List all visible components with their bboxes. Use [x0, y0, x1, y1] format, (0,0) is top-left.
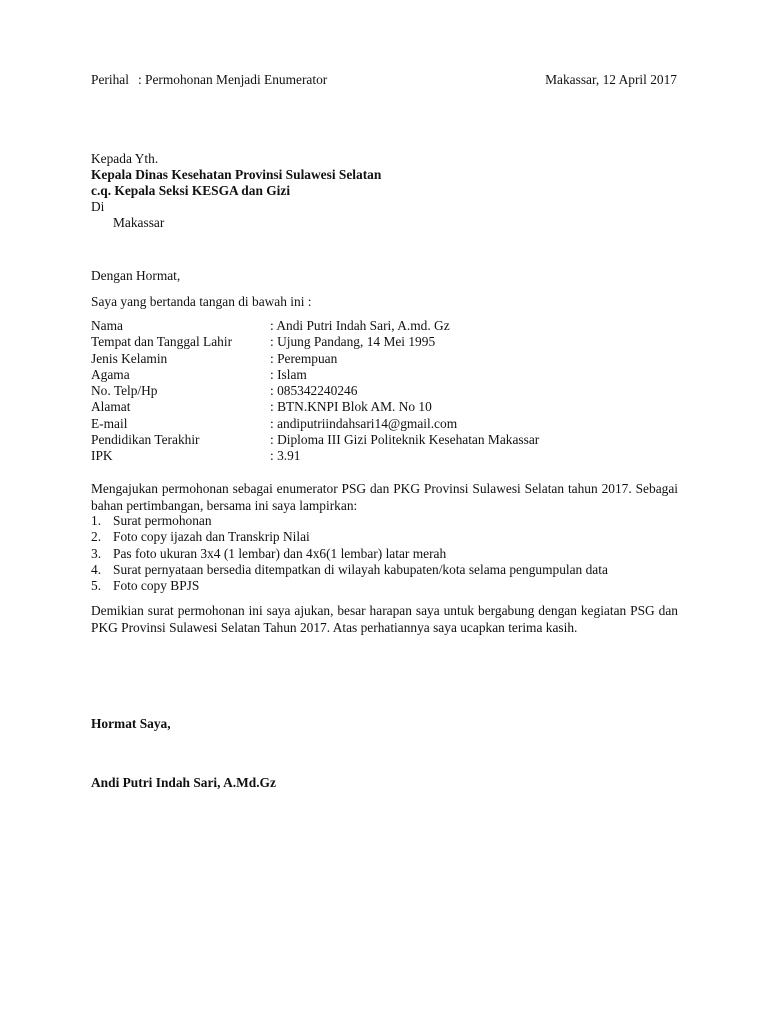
subject-label: Perihal	[91, 72, 129, 87]
biodata-table	[91, 318, 681, 465]
list-text: Surat pernyataan bersedia ditempatkan di wilayah kabupaten/kota selama pengumpulan data	[113, 561, 608, 577]
biodata-row	[91, 351, 681, 367]
signoff: Hormat Saya,	[91, 716, 171, 731]
recipient-greeting: Kepada Yth.	[91, 151, 159, 166]
biodata-label: No. Telp/Hp	[91, 383, 158, 399]
biodata-label: Tempat dan Tanggal Lahir	[91, 334, 233, 350]
list-item	[91, 529, 681, 545]
biodata-row	[91, 367, 681, 383]
biodata-label: Alamat	[91, 399, 131, 415]
biodata-value: : Islam	[270, 366, 307, 382]
list-item	[91, 546, 681, 562]
biodata-label: Jenis Kelamin	[91, 350, 168, 366]
list-text: Foto copy BPJS	[113, 578, 200, 594]
biodata-label: Agama	[91, 366, 130, 382]
biodata-label: Pendidikan Terakhir	[91, 432, 200, 448]
recipient-line-3: Di	[91, 199, 105, 214]
biodata-row	[91, 399, 681, 415]
subject-text: : Permohonan Menjadi Enumerator	[137, 72, 328, 87]
biodata-value: : BTN.KNPI Blok AM. No 10	[270, 399, 432, 415]
biodata-row	[91, 416, 681, 432]
list-number: 2.	[91, 529, 102, 545]
biodata-row	[91, 318, 681, 334]
list-text: Foto copy ijazah dan Transkrip Nilai	[113, 529, 310, 545]
list-number: 4.	[91, 561, 102, 577]
list-number: 1.	[91, 513, 102, 528]
biodata-label: IPK	[91, 448, 113, 464]
list-number: 5.	[91, 578, 102, 594]
place-date: Makassar, 12 April 2017	[545, 72, 677, 87]
salutation: Dengan Hormat,	[91, 268, 181, 283]
intro-text: Saya yang bertanda tangan di bawah ini :	[91, 294, 312, 309]
list-number: 3.	[91, 545, 102, 561]
biodata-value: : Andi Putri Indah Sari, A.md. Gz	[270, 318, 450, 333]
signatory-name: Andi Putri Indah Sari, A.Md.Gz	[91, 775, 276, 790]
recipient-line-1: Kepala Dinas Kesehatan Provinsi Sulawesi Selatan	[91, 167, 382, 182]
subject-line	[91, 72, 327, 88]
biodata-value: : 3.91	[270, 448, 301, 464]
list-item	[91, 562, 681, 578]
biodata-label: E-mail	[91, 415, 128, 431]
recipient-city: Makassar	[113, 215, 165, 230]
biodata-value: : Perempuan	[270, 350, 338, 366]
list-item	[91, 578, 681, 594]
biodata-value: : 085342240246	[270, 383, 358, 399]
attachment-list	[91, 513, 681, 594]
list-text: Surat permohonan	[113, 513, 212, 528]
biodata-value: : Diploma III Gizi Politeknik Kesehatan Makassar	[270, 432, 540, 448]
biodata-row	[91, 383, 681, 399]
biodata-value: : Ujung Pandang, 14 Mei 1995	[270, 334, 436, 350]
biodata-label: Nama	[91, 318, 123, 333]
closing-paragraph: Demikian surat permohonan ini saya ajukan, besar harapan saya untuk bergabung dengan kegiatan PSG dan PKG Provinsi Sulawesi Selatan Tahun 2017. Atas perhatiannya saya ucapkan terima kasih.	[91, 603, 678, 635]
biodata-row	[91, 448, 681, 464]
biodata-row	[91, 432, 681, 448]
request-paragraph: Mengajukan permohonan sebagai enumerator PSG dan PKG Provinsi Sulawesi Selatan tahun 2017. Sebagai bahan pertimbangan, bersama ini saya lampirkan:	[91, 481, 678, 513]
list-item	[91, 513, 681, 529]
recipient-line-2: c.q. Kepala Seksi KESGA dan Gizi	[91, 183, 291, 198]
list-text: Pas foto ukuran 3x4 (1 lembar) dan 4x6(1 lembar) latar merah	[113, 545, 447, 561]
biodata-row	[91, 334, 681, 350]
biodata-email: : andiputriindahsari14@gmail.com	[270, 415, 458, 431]
